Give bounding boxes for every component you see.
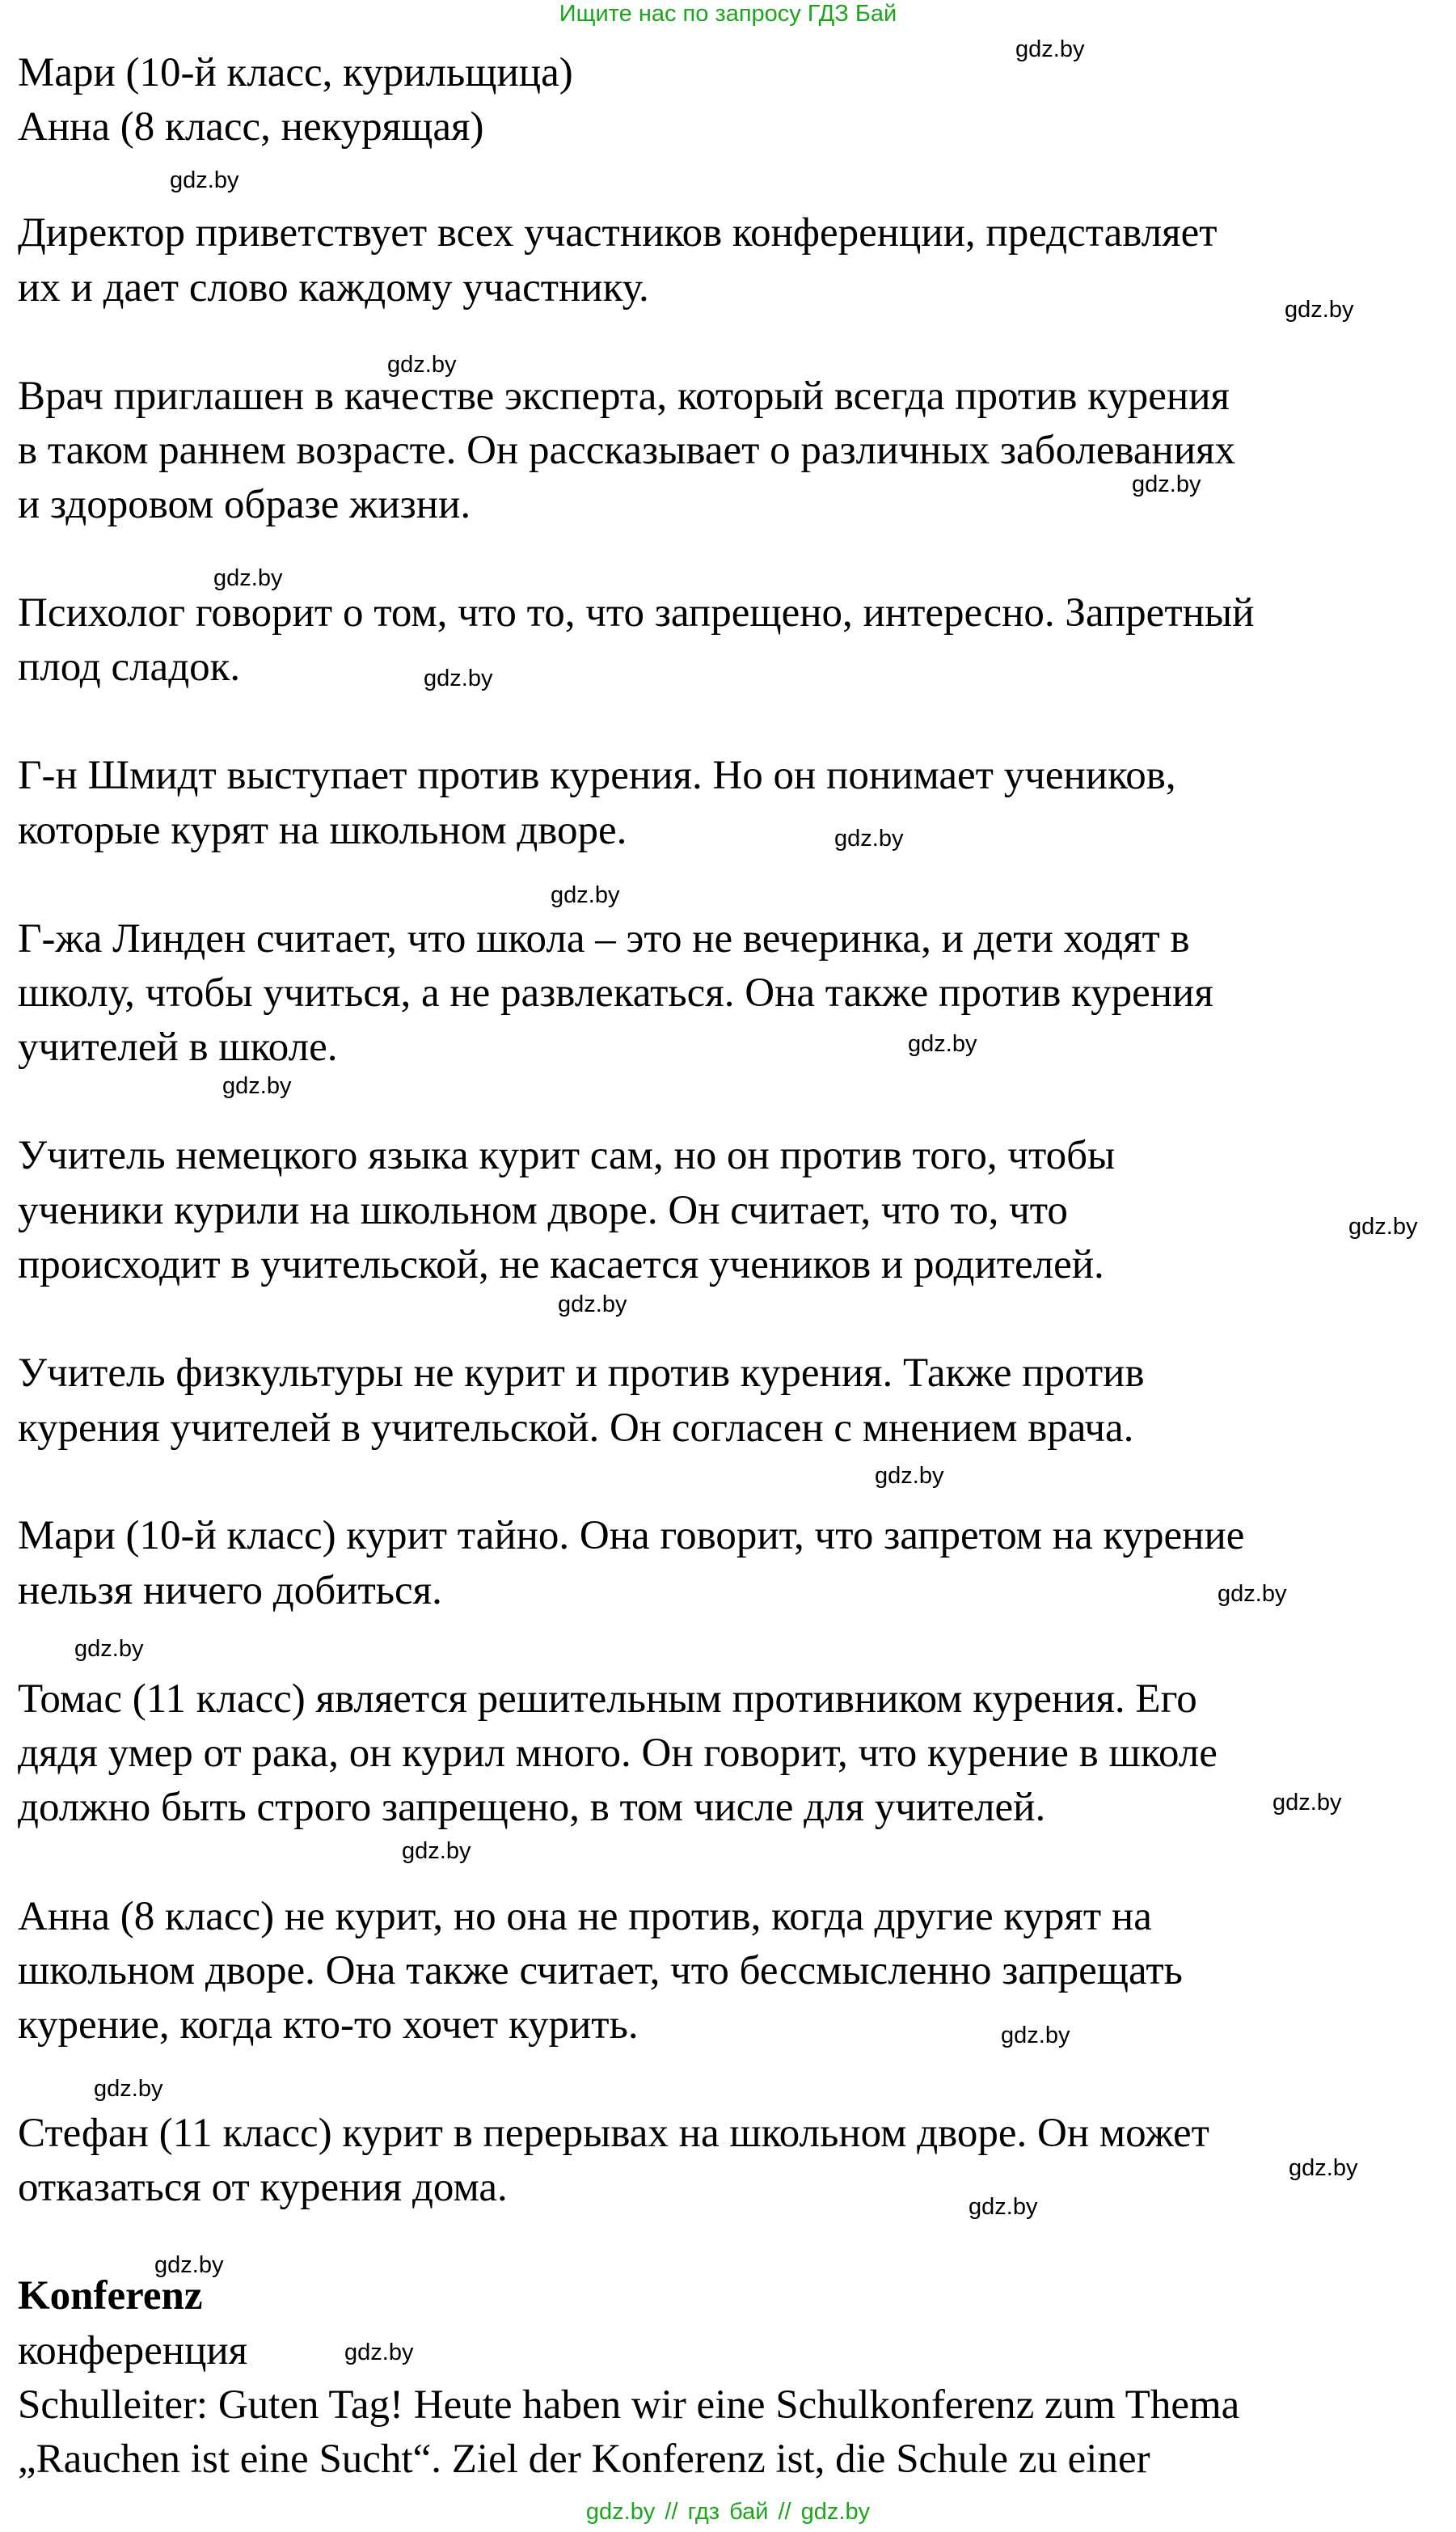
text-line: плод сладок. <box>18 645 241 690</box>
text-line: Врач приглашен в качестве эксперта, который всегда против курения <box>18 374 1230 419</box>
watermark: gdz.by <box>1272 1790 1342 1816</box>
text-line: конференция <box>18 2328 248 2373</box>
watermark: gdz.by <box>1218 1581 1287 1607</box>
text-line: в таком раннем возрасте. Он рассказывает о различных заболеваниях <box>18 428 1236 473</box>
text-line: Стефан (11 класс) курит в перерывах на школьном дворе. Он может <box>18 2111 1209 2156</box>
watermark: gdz.by <box>74 1636 144 1662</box>
text-line: отказаться от курения дома. <box>18 2165 508 2210</box>
watermark: gdz.by <box>875 1463 944 1489</box>
watermark: gdz.by <box>1132 471 1201 497</box>
text-line: Мари (10-й класс) курит тайно. Она говорит, что запретом на курение <box>18 1513 1245 1558</box>
watermark: gdz.by <box>387 352 457 378</box>
watermark: gdz.by <box>969 2194 1038 2220</box>
text-line: Директор приветствует всех участников конференции, представляет <box>18 210 1218 256</box>
section-heading: Konferenz <box>18 2273 203 2319</box>
text-line: учителей в школе. <box>18 1025 338 1070</box>
text-line: должно быть строго запрещено, в том числе для учителей. <box>18 1785 1046 1830</box>
text-line: Анна (8 класс) не курит, но она не против, когда другие курят на <box>18 1894 1152 1939</box>
watermark: gdz.by <box>1001 2023 1070 2048</box>
text-line: Психолог говорит о том, что то, что запрещено, интересно. Запретный <box>18 590 1255 636</box>
watermark: gdz.by <box>213 565 283 591</box>
watermark: gdz.by <box>908 1031 977 1057</box>
text-line: курение, когда кто-то хочет курить. <box>18 2002 639 2048</box>
text-line: Томас (11 класс) является решительным противником курения. Его <box>18 1676 1197 1722</box>
watermark: gdz.by <box>424 666 493 691</box>
text-line: Учитель немецкого языка курит сам, но он против того, чтобы <box>18 1133 1116 1178</box>
watermark: gdz.by <box>551 882 620 908</box>
text-line: школу, чтобы учиться, а не развлекаться. Она также против курения <box>18 970 1213 1016</box>
watermark: gdz.by <box>344 2340 414 2365</box>
watermark: gdz.by <box>170 167 239 193</box>
text-line: Г-н Шмидт выступает против курения. Но он понимает учеников, <box>18 753 1176 798</box>
watermark: gdz.by <box>834 826 904 852</box>
text-line: Учитель физкультуры не курит и против курения. Также против <box>18 1351 1145 1396</box>
text-line: Анна (8 класс, некурящая) <box>18 104 484 150</box>
text-line: которые курят на школьном дворе. <box>18 808 627 853</box>
text-line: их и дает слово каждому участнику. <box>18 265 649 311</box>
top-banner-link[interactable]: Ищите нас по запросу ГДЗ Бай <box>559 1 897 27</box>
watermark: gdz.by <box>1015 36 1085 62</box>
text-line: „Rauchen ist eine Sucht“. Ziel der Konferenz ist, die Schule zu einer <box>18 2437 1150 2482</box>
text-line: происходит в учительской, не касается учеников и родителей. <box>18 1242 1104 1287</box>
text-line: нельзя ничего добиться. <box>18 1568 442 1613</box>
watermark: gdz.by <box>1285 297 1354 323</box>
watermark: gdz.by <box>154 2252 224 2278</box>
bottom-banner-link[interactable]: gdz.by // гдз бай // gdz.by <box>585 2499 871 2525</box>
text-line: курения учителей в учительской. Он согласен с мнением врача. <box>18 1405 1134 1451</box>
text-line: и здоровом образе жизни. <box>18 482 471 527</box>
text-line: ученики курили на школьном дворе. Он считает, что то, что <box>18 1188 1068 1233</box>
watermark: gdz.by <box>558 1291 627 1317</box>
text-line: школьном дворе. Она также считает, что бессмысленно запрещать <box>18 1948 1183 1993</box>
watermark: gdz.by <box>94 2076 163 2102</box>
text-line: Г-жа Линден считает, что школа – это не вечеринка, и дети ходят в <box>18 916 1190 962</box>
text-line: Мари (10-й класс, курильщица) <box>18 50 573 95</box>
text-line: Schulleiter: Guten Tag! Heute haben wir eine Schulkonferenz zum Thema <box>18 2382 1240 2428</box>
text-line: дядя умер от рака, он курил много. Он говорит, что курение в школе <box>18 1731 1218 1776</box>
watermark: gdz.by <box>1348 1214 1418 1240</box>
watermark: gdz.by <box>222 1073 292 1099</box>
watermark: gdz.by <box>1289 2155 1358 2181</box>
watermark: gdz.by <box>402 1838 471 1864</box>
